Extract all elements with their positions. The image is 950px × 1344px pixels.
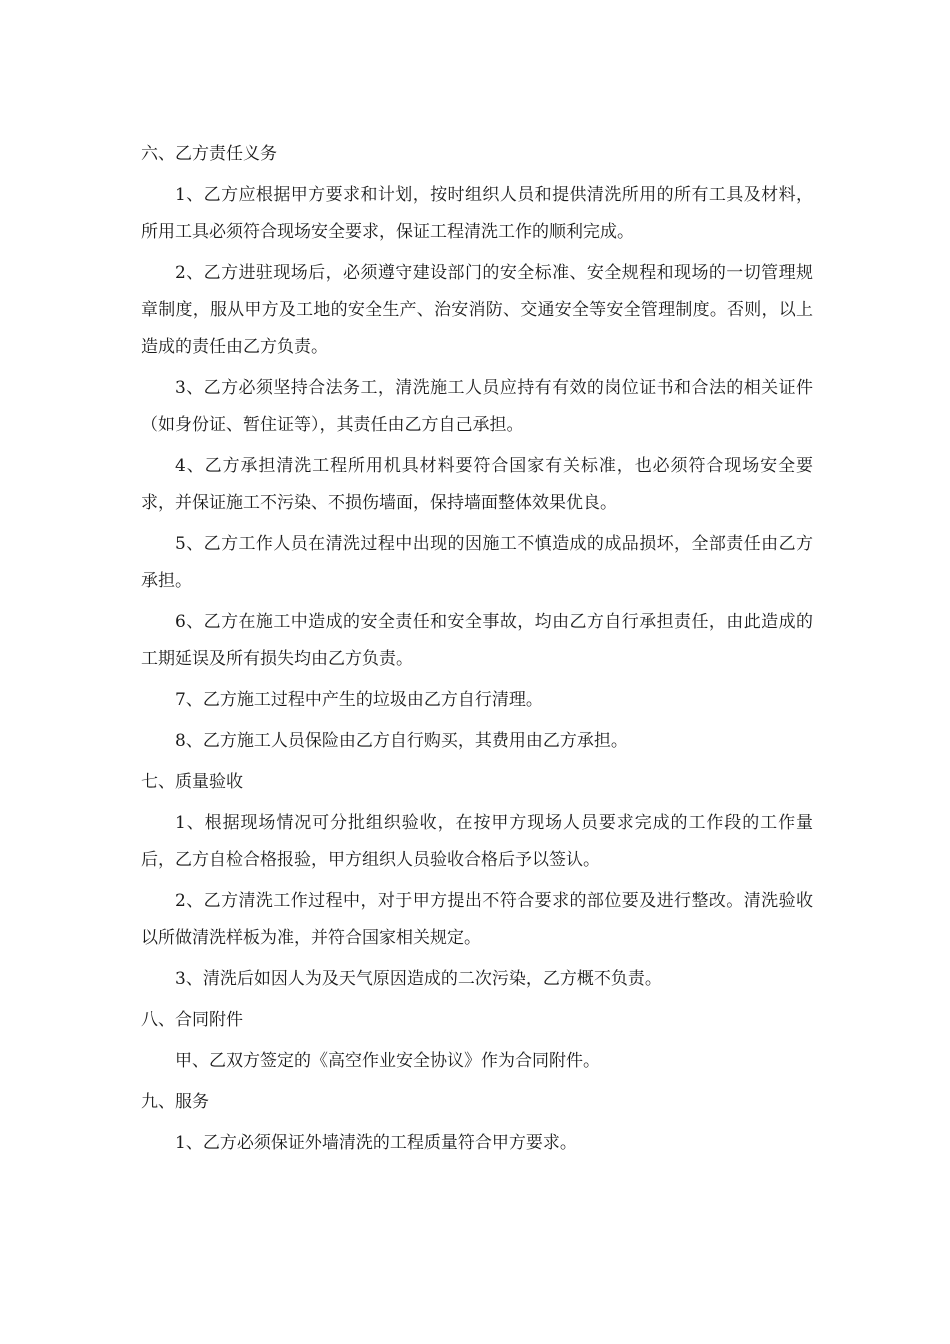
- section-8-paragraph-1: 甲、乙双方签定的《高空作业安全协议》作为合同附件。: [175, 1051, 600, 1071]
- section-heading-8: 八、合同附件: [141, 1010, 243, 1030]
- section-6-paragraph-5: 5、乙方工作人员在清洗过程中出现的因施工不慎造成的成品损坏，全部责任由乙方承担。: [141, 534, 813, 591]
- section-6-paragraph-3: 3、乙方必须坚持合法务工，清洗施工人员应持有有效的岗位证书和合法的相关证件（如身份证、暂住证等），其责任由乙方自己承担。: [141, 378, 813, 435]
- section-heading-6: 六、乙方责任义务: [141, 144, 277, 164]
- document-body: [141, 136, 813, 1166]
- section-7-paragraph-2: 2、乙方清洗工作过程中，对于甲方提出不符合要求的部位要及进行整改。清洗验收以所做清洗样板为准，并符合国家相关规定。: [141, 891, 813, 948]
- section-6-paragraph-1: 1、乙方应根据甲方要求和计划，按时组织人员和提供清洗所用的所有工具及材料，所用工具必须符合现场安全要求，保证工程清洗工作的顺利完成。: [141, 185, 813, 242]
- section-heading-9: 九、服务: [141, 1092, 209, 1112]
- section-6-paragraph-6: 6、乙方在施工中造成的安全责任和安全事故，均由乙方自行承担责任，由此造成的工期延误及所有损失均由乙方负责。: [141, 612, 813, 669]
- section-6-paragraph-8: 8、乙方施工人员保险由乙方自行购买，其费用由乙方承担。: [175, 731, 628, 751]
- section-6-paragraph-2: 2、乙方进驻现场后，必须遵守建设部门的安全标准、安全规程和现场的一切管理规章制度，服从甲方及工地的安全生产、治安消防、交通安全等安全管理制度。否则，以上造成的责任由乙方负责。: [141, 263, 813, 357]
- section-heading-7: 七、质量验收: [141, 772, 243, 792]
- section-6-paragraph-7: 7、乙方施工过程中产生的垃圾由乙方自行清理。: [175, 690, 543, 710]
- section-6-paragraph-4: 4、乙方承担清洗工程所用机具材料要符合国家有关标准，也必须符合现场安全要求，并保证施工不污染、不损伤墙面，保持墙面整体效果优良。: [141, 456, 813, 513]
- section-7-paragraph-3: 3、清洗后如因人为及天气原因造成的二次污染，乙方概不负责。: [175, 969, 662, 989]
- section-9-paragraph-1: 1、乙方必须保证外墙清洗的工程质量符合甲方要求。: [175, 1133, 577, 1153]
- section-7-paragraph-1: 1、根据现场情况可分批组织验收，在按甲方现场人员要求完成的工作段的工作量后，乙方自检合格报验，甲方组织人员验收合格后予以签认。: [141, 813, 813, 870]
